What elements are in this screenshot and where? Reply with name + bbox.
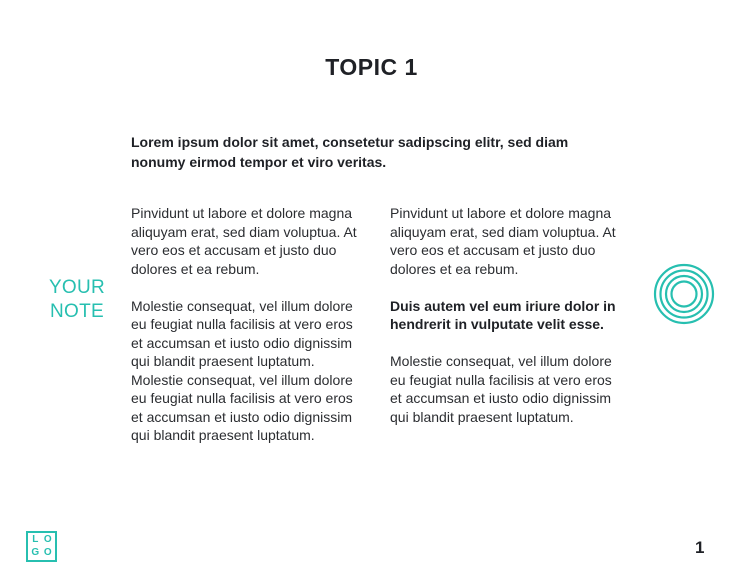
left-column <box>131 204 366 463</box>
logo-letter-o2: O <box>43 546 52 558</box>
right-column <box>390 204 625 445</box>
left-paragraph-2: Molestie consequat, vel illum dolore eu feugiat nulla facilisis at vero eros et accumsan et iusto odio dignissim qui blandit praesent luptatum. <box>131 297 353 369</box>
note-line-1: YOUR <box>48 277 106 298</box>
right-paragraph-1: Pinvidunt ut labore et dolore magna aliquyam erat, sed diam voluptua. At vero eos et accusam et justo duo dolores et ea rebum. <box>390 205 616 277</box>
left-paragraph-1: Pinvidunt ut labore et dolore magna aliquyam erat, sed diam voluptua. At vero eos et accusam et justo duo dolores et ea rebum. <box>131 205 357 277</box>
right-paragraph-3: Molestie consequat, vel illum dolore eu feugiat nulla facilisis at vero eros et accumsan et iusto odio dignissim qui blandit praesent luptatum. <box>390 353 612 425</box>
logo-letter-g: G <box>31 546 40 558</box>
concentric-rings-icon <box>653 263 715 325</box>
logo-letter-l: L <box>32 534 39 546</box>
your-note-label <box>40 276 114 324</box>
page-number: 1 <box>695 538 705 557</box>
lead-paragraph: Lorem ipsum dolor sit amet, consetetur sadipscing elitr, sed diam nonumy eirmod tempor et viro veritas. <box>131 134 569 170</box>
note-line-2: NOTE <box>50 301 104 322</box>
right-paragraph-bold: Duis autem vel eum iriure dolor in hendrerit in vulputate velit esse. <box>390 297 616 332</box>
logo-letter-o1: O <box>43 534 52 546</box>
logo <box>26 531 57 562</box>
left-paragraph-3: Molestie consequat, vel illum dolore eu feugiat nulla facilisis at vero eros et accumsan et iusto odio dignissim qui blandit praesent luptatum. <box>131 371 353 443</box>
page-title: TOPIC 1 <box>325 54 418 80</box>
